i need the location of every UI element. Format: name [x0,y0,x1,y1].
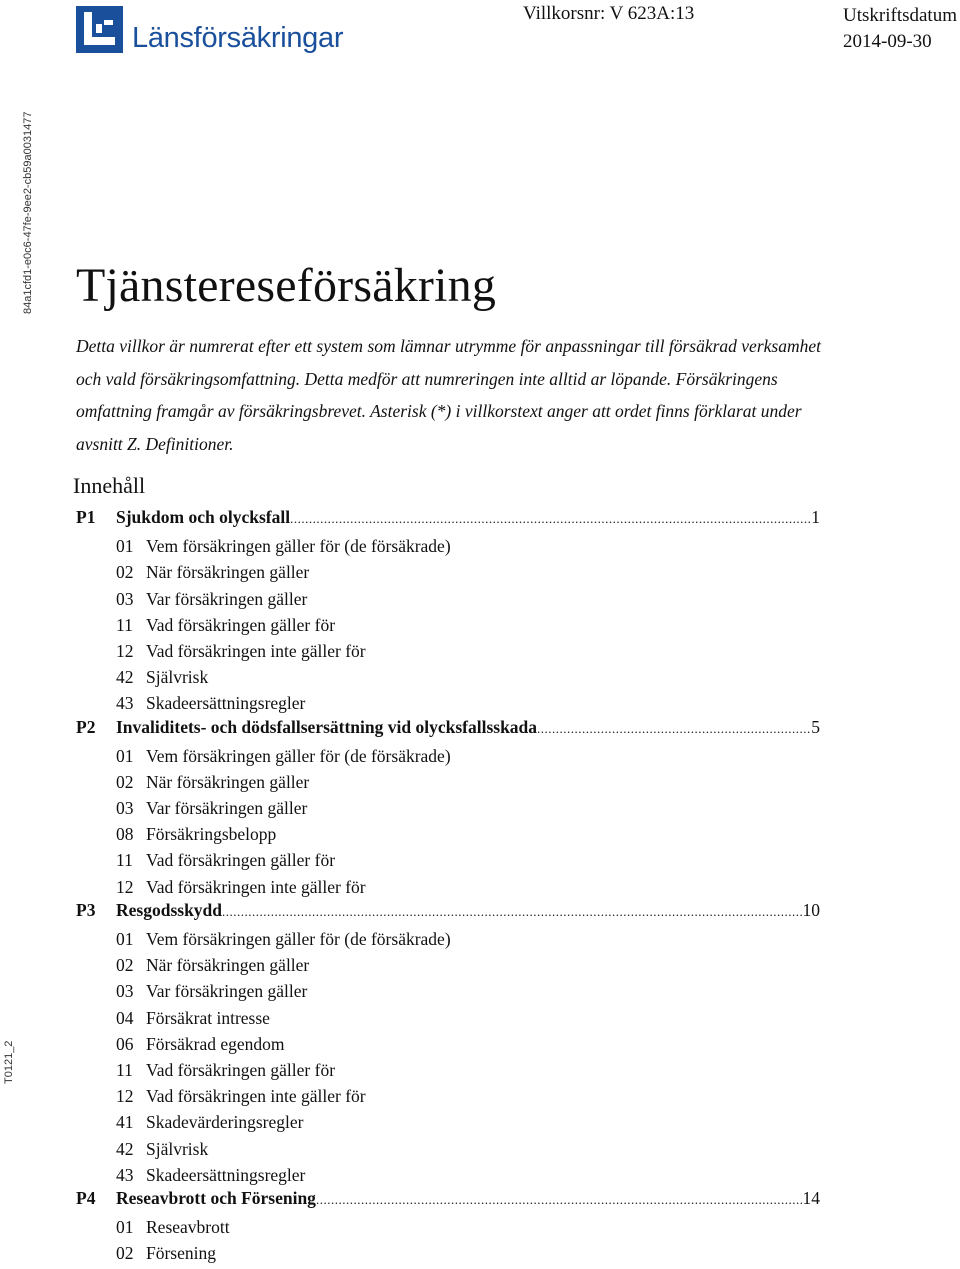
item-number: 12 [116,640,134,661]
item-number: 11 [116,614,133,635]
item-text: När försäkringen gäller [146,771,310,792]
form-code: T0121_2 [3,1040,15,1084]
item-text: Försening [146,1243,216,1264]
document-title: Tjänstereseförsäkring [76,259,497,312]
item-number: 42 [116,1138,134,1159]
dot-leader [290,511,810,527]
item-number: 01 [116,536,134,557]
toc-item [76,821,820,847]
toc-item [76,612,820,638]
item-text: Vad försäkringen inte gäller för [146,1086,366,1107]
section-page-number: 1 [811,507,820,527]
toc-section[interactable] [76,1188,820,1214]
item-text: Reseavbrott [146,1217,230,1238]
item-text: Vem försäkringen gäller för (de försäkrade) [146,745,451,766]
print-date: 2014-09-30 [843,31,932,52]
print-date-label: Utskriftsdatum [843,5,957,26]
section-page-number: 5 [811,716,820,737]
section-code: P2 [76,716,96,737]
section-code: P1 [76,507,96,527]
item-number: 43 [116,693,134,714]
intro-paragraph: Detta villkor är numrerat efter ett system som lämnar utrymme för anpassningar till försäkrad verksamhet och vald försäkringsomfattning. Detta medför att numreringen inte alltid ar löpande. Försäkringens omfattning framgår av försäkringsbrevet. Asterisk (*) i villkorstext anger att ordet finns förklarat under avsnitt Z. Definitioner. [76,336,821,454]
item-number: 12 [116,876,134,897]
toc-item [76,559,820,585]
item-text: Vad försäkringen gäller för [146,1059,336,1080]
item-text: Skadeersättningsregler [146,693,306,714]
toc-item [76,638,820,664]
item-text: När försäkringen gäller [146,562,310,583]
toc-item [76,1005,820,1031]
dot-leader [222,904,801,920]
item-number: 01 [116,929,134,949]
section-code: P4 [76,1187,96,1208]
print-date-block [843,3,957,55]
item-text: Var försäkringen gäller [146,588,308,609]
toc-heading: Innehåll [73,473,146,498]
toc-item [76,664,820,690]
item-number: 12 [116,1086,134,1107]
item-text: Skadevärderingsregler [146,1112,304,1133]
item-number: 03 [116,981,134,1002]
toc-item [76,1162,820,1188]
section-page-number: 10 [802,899,820,920]
section-page-number: 14 [802,1187,820,1208]
item-text: Vad försäkringen gäller för [146,614,336,635]
table-of-contents [76,507,820,1266]
item-number: 04 [116,1007,134,1028]
toc-item [76,1083,820,1109]
section-title: Invaliditets- och dödsfallsersättning vid olycksfallsskada [116,716,538,737]
item-number: 43 [116,1164,134,1185]
toc-item [76,743,820,769]
toc-section[interactable] [76,717,820,743]
item-number: 02 [116,562,134,583]
toc-item [76,690,820,716]
item-text: Självrisk [146,667,209,688]
company-logo [76,4,376,60]
item-number: 11 [116,850,133,871]
item-text: Var försäkringen gäller [146,981,308,1002]
logo-text: Länsförsäkringar [132,22,344,54]
dot-leader [537,721,810,737]
item-text: Försäkringsbelopp [146,824,277,845]
toc-section[interactable] [76,507,820,533]
item-number: 02 [116,1243,134,1264]
item-text: Vad försäkringen inte gäller för [146,876,366,897]
item-text: Självrisk [146,1138,209,1159]
item-number: 08 [116,824,134,845]
toc-item [76,1057,820,1083]
item-number: 06 [116,1033,134,1054]
item-number: 03 [116,798,134,819]
toc-item [76,586,820,612]
policy-number: Villkorsnr: V 623A:13 [523,3,695,24]
section-title: Reseavbrott och Försening [116,1187,316,1208]
item-text: Vad försäkringen gäller för [146,850,336,871]
toc-item [76,926,820,952]
item-text: Vem försäkringen gäller för (de försäkrade) [146,536,451,557]
section-code: P3 [76,899,96,920]
item-number: 01 [116,1217,134,1238]
item-number: 02 [116,771,134,792]
toc-item [76,978,820,1004]
toc-item [76,847,820,873]
item-number: 11 [116,1059,133,1080]
lansforsakringar-logo-icon [76,6,123,53]
toc-item [76,874,820,900]
toc-item [76,533,820,559]
toc-item [76,795,820,821]
toc-item [76,1109,820,1135]
toc-item [76,1031,820,1057]
item-text: Försäkrad egendom [146,1033,285,1054]
item-text: När försäkringen gäller [146,955,310,976]
item-text: Försäkrat intresse [146,1007,270,1028]
toc-item [76,1240,820,1266]
toc-item [76,1214,820,1240]
dot-leader [316,1192,802,1208]
item-number: 42 [116,667,134,688]
document-id: 84a1cfd1-e0c6-47fe-9ee2-cb59a0031477 [22,111,34,314]
item-text: Vem försäkringen gäller för (de försäkrade) [146,929,451,949]
toc-item [76,1136,820,1162]
toc-section[interactable] [76,900,820,926]
section-title: Sjukdom och olycksfall [116,507,291,527]
item-text: Var försäkringen gäller [146,798,308,819]
toc-item [76,952,820,978]
toc-item [76,769,820,795]
item-number: 02 [116,955,134,976]
item-text: Vad försäkringen inte gäller för [146,640,366,661]
section-title: Resgodsskydd [116,899,223,920]
item-number: 03 [116,588,134,609]
item-number: 01 [116,745,134,766]
item-number: 41 [116,1112,134,1133]
item-text: Skadeersättningsregler [146,1164,306,1185]
